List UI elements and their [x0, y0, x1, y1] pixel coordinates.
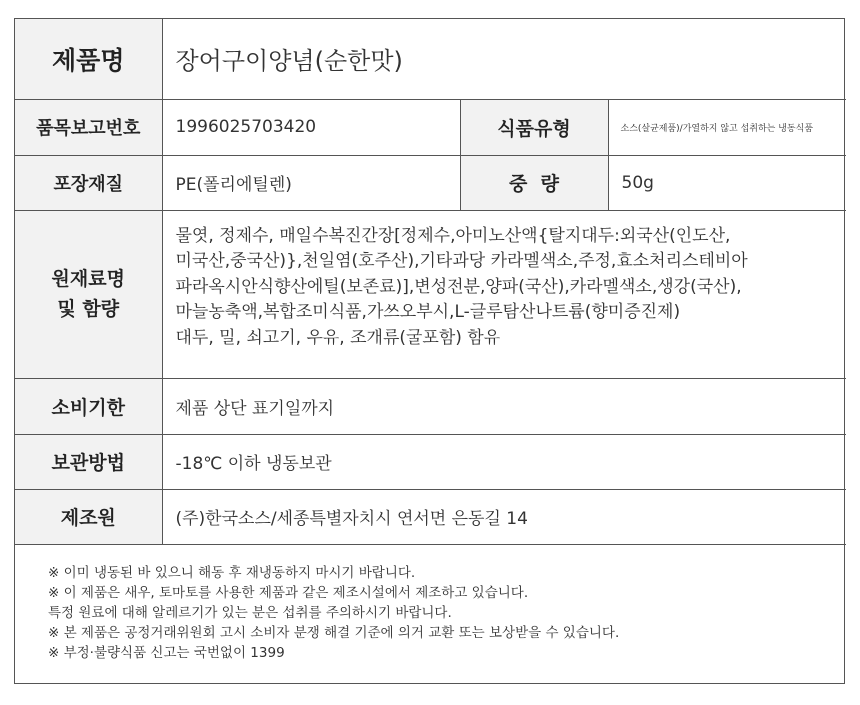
- ingredients-label-line2: 및 함량: [57, 298, 120, 320]
- product-name-value: 장어구이양념(순한맛): [162, 19, 846, 99]
- ingredients-line: 대두, 밀, 쇠고기, 우유, 조개류(굴포함) 함유: [175, 327, 501, 348]
- notes-section: [15, 545, 844, 663]
- food-type-value: 소스(살균제품)/가열하지 않고 섭취하는 냉동식품: [608, 99, 846, 155]
- row-ingredients: [15, 210, 846, 378]
- row-expiry: [15, 378, 846, 434]
- note-line: ※ 본 제품은 공정거래위원회 고시 소비자 분쟁 해결 기준에 의거 교환 또는 보상받을 수 있습니다.: [48, 624, 620, 641]
- weight-label: 중 량: [460, 155, 608, 210]
- expiry-value: 제품 상단 표기일까지: [162, 378, 846, 434]
- note-line: ※ 이미 냉동된 바 있으니 해동 후 재냉동하지 마시기 바랍니다.: [48, 564, 416, 581]
- report-number-label: 품목보고번호: [15, 99, 162, 155]
- storage-label: 보관방법: [15, 434, 162, 489]
- packaging-value: PE(폴리에틸렌): [162, 155, 460, 210]
- note-line: ※ 부정·불량식품 신고는 국번없이 1399: [48, 644, 285, 661]
- expiry-label: 소비기한: [15, 378, 162, 434]
- ingredients-line: 파라옥시안식향산에틸(보존료)],변성전분,양파(국산),카라멜색소,생강(국산),: [175, 276, 742, 297]
- product-name-label: 제품명: [15, 19, 162, 99]
- ingredients-line: 마늘농축액,복합조미식품,가쓰오부시,L-글루탐산나트륨(향미증진제): [175, 302, 681, 322]
- note-line: 특정 원료에 대해 알레르기가 있는 분은 섭취를 주의하시기 바랍니다.: [48, 604, 452, 621]
- row-product-name: [15, 19, 846, 99]
- note-line: ※ 이 제품은 새우, 토마토를 사용한 제품과 같은 제조시설에서 제조하고 있습니다.: [48, 584, 529, 601]
- row-packaging: [15, 155, 846, 210]
- report-number-value: 1996025703420: [162, 99, 460, 155]
- row-storage: [15, 434, 846, 489]
- product-label-sheet: [14, 18, 845, 684]
- product-info-table: [15, 19, 846, 545]
- ingredients-line: 물엿, 정제수, 매일수복진간장[정제수,아미노산액{탈지대두:외국산(인도산,: [175, 225, 731, 246]
- storage-value: -18℃ 이하 냉동보관: [162, 434, 846, 489]
- weight-value: 50g: [608, 155, 846, 210]
- ingredients-value: [162, 210, 846, 378]
- manufacturer-value: (주)한국소스/세종특별자치시 연서면 은동길 14: [162, 489, 846, 544]
- ingredients-line: 미국산,중국산)},천일염(호주산),기타과당 카라멜색소,주정,효소처리스테비아: [175, 251, 748, 271]
- row-report-number: [15, 99, 846, 155]
- ingredients-label-line1: 원재료명: [51, 268, 125, 290]
- manufacturer-label: 제조원: [15, 489, 162, 544]
- food-type-label: 식품유형: [460, 99, 608, 155]
- ingredients-label: [15, 210, 162, 378]
- row-manufacturer: [15, 489, 846, 544]
- packaging-label: 포장재질: [15, 155, 162, 210]
